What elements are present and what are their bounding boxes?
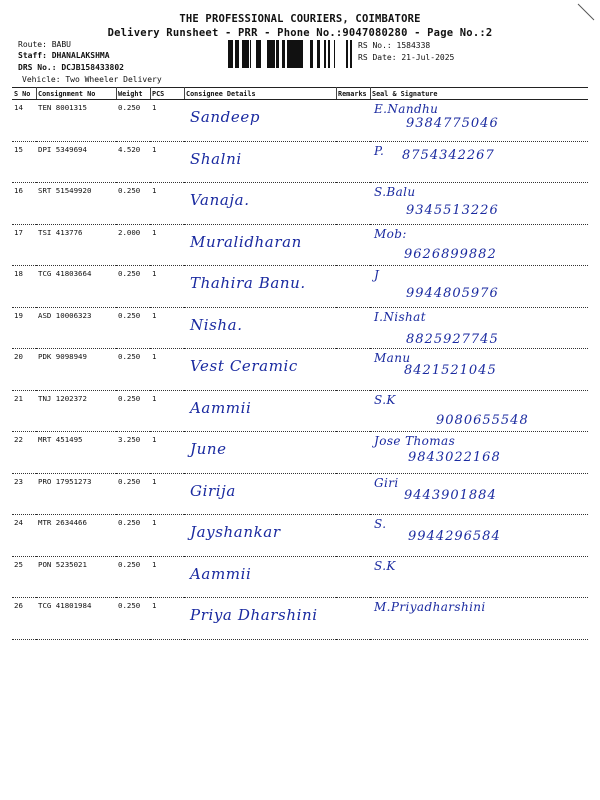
handwritten-consignee-name: Sandeep	[190, 108, 261, 126]
row-sno: 15	[12, 141, 36, 183]
handwritten-signature: I.Nishat	[374, 309, 426, 324]
handwritten-phone-number: 9080655548	[436, 412, 529, 428]
row-consignee-details	[184, 141, 336, 183]
handwritten-consignee-name: Thahira Banu.	[190, 274, 306, 292]
barcode-bar	[301, 40, 303, 68]
barcode-bar	[287, 40, 289, 68]
row-remarks	[336, 224, 370, 266]
handwritten-signature: P.	[374, 143, 385, 158]
row-consignment-no: TCG 41803664	[36, 266, 116, 308]
barcode-bar	[324, 40, 326, 68]
barcode-bar	[296, 40, 299, 68]
company-title: THE PROFESSIONAL COURIERS, COIMBATORE	[179, 13, 421, 25]
handwritten-signature: S.K	[374, 558, 396, 573]
row-consignment-no: MTR 2634466	[36, 515, 116, 557]
row-sno: 23	[12, 473, 36, 515]
handwritten-consignee-name: Nisha.	[190, 315, 243, 334]
handwritten-phone-number: 9384775046	[406, 116, 499, 131]
row-remarks	[336, 473, 370, 515]
row-pcs: 1	[150, 266, 184, 308]
handwritten-phone-number: 9843022168	[408, 450, 501, 465]
row-remarks	[336, 390, 370, 432]
header-signature: Seal & Signature	[370, 88, 588, 100]
table-row	[12, 598, 588, 640]
handwritten-signature: Jose Thomas	[374, 434, 456, 448]
column-divider	[336, 87, 337, 99]
rs-date: RS Date: 21-Jul-2025	[358, 53, 455, 62]
row-consignment-no: TNJ 1202372	[36, 390, 116, 432]
barcode-bar	[317, 40, 320, 68]
handwritten-signature: M.Priyadharshini	[374, 600, 486, 614]
row-sno: 26	[12, 598, 36, 640]
barcode-bar	[276, 40, 279, 68]
barcode-bar	[244, 40, 247, 68]
handwritten-phone-number: 9944805976	[406, 286, 499, 301]
barcode-bar	[334, 40, 335, 68]
row-weight: 0.250	[116, 515, 150, 557]
row-weight: 3.250	[116, 432, 150, 474]
row-remarks	[336, 100, 370, 142]
handwritten-consignee-name: June	[190, 440, 227, 458]
handwritten-phone-number: 9626899882	[404, 246, 497, 262]
row-weight: 0.250	[116, 183, 150, 225]
vehicle-label: Vehicle: Two Wheeler Delivery	[22, 75, 162, 84]
table-row	[12, 266, 588, 308]
table-row	[12, 349, 588, 391]
row-weight: 4.520	[116, 141, 150, 183]
handwritten-consignee-name: Jayshankar	[190, 523, 281, 541]
table-header-row	[12, 88, 588, 100]
row-pcs: 1	[150, 224, 184, 266]
row-remarks	[336, 432, 370, 474]
row-sno: 14	[12, 100, 36, 142]
table-row	[12, 183, 588, 225]
row-sno: 16	[12, 183, 36, 225]
row-consignee-details	[184, 349, 336, 391]
barcode-bar	[328, 40, 329, 68]
handwritten-consignee-name: Muralidharan	[190, 232, 302, 251]
row-remarks	[336, 515, 370, 557]
row-remarks	[336, 598, 370, 640]
handwritten-signature: Manu	[374, 351, 411, 365]
row-remarks	[336, 307, 370, 349]
row-sno: 22	[12, 432, 36, 474]
handwritten-phone-number: 9944296584	[408, 529, 501, 544]
barcode-bar	[238, 40, 239, 68]
table-row	[12, 307, 588, 349]
row-signature	[370, 141, 588, 183]
row-consignment-no: TSI 413776	[36, 224, 116, 266]
row-pcs: 1	[150, 432, 184, 474]
row-signature	[370, 473, 588, 515]
column-divider	[36, 87, 37, 99]
rs-number: RS No.: 1584338	[358, 41, 431, 50]
table-row	[12, 224, 588, 266]
row-pcs: 1	[150, 556, 184, 598]
column-divider	[184, 87, 185, 99]
row-remarks	[336, 141, 370, 183]
table-row	[12, 141, 588, 183]
handwritten-consignee-name: Girija	[190, 481, 236, 500]
row-consignee-details	[184, 224, 336, 266]
barcode-bar	[230, 40, 232, 68]
row-consignee-details	[184, 390, 336, 432]
row-signature	[370, 598, 588, 640]
row-signature	[370, 515, 588, 557]
barcode-bar	[295, 40, 296, 68]
route-label: Route: BABU	[18, 40, 71, 49]
row-signature	[370, 349, 588, 391]
table-row	[12, 100, 588, 142]
handwritten-signature: S.	[374, 517, 387, 531]
handwritten-phone-number: 8754342267	[402, 147, 495, 163]
row-consignment-no: ASD 10006323	[36, 307, 116, 349]
row-consignment-no: TCG 41801984	[36, 598, 116, 640]
row-weight: 0.250	[116, 473, 150, 515]
handwritten-phone-number: 8421521045	[404, 363, 497, 378]
barcode-bar	[299, 40, 301, 68]
row-weight: 0.250	[116, 266, 150, 308]
row-consignee-details	[184, 307, 336, 349]
row-consignee-details	[184, 556, 336, 598]
row-signature	[370, 307, 588, 349]
row-weight: 0.250	[116, 100, 150, 142]
table-row	[12, 556, 588, 598]
row-remarks	[336, 183, 370, 225]
barcode-bar	[346, 40, 348, 68]
row-pcs: 1	[150, 100, 184, 142]
row-consignee-details	[184, 515, 336, 557]
handwritten-consignee-name: Shalni	[190, 149, 242, 168]
row-signature	[370, 266, 588, 308]
row-consignee-details	[184, 100, 336, 142]
barcode-bar	[289, 40, 292, 68]
row-sno: 19	[12, 307, 36, 349]
row-signature	[370, 432, 588, 474]
handwritten-signature: J	[374, 268, 380, 282]
barcode-bar	[228, 40, 230, 68]
row-consignment-no: PDK 9098949	[36, 349, 116, 391]
handwritten-signature: E.Nandhu	[374, 102, 439, 116]
row-weight: 0.250	[116, 390, 150, 432]
row-consignee-details	[184, 432, 336, 474]
row-pcs: 1	[150, 473, 184, 515]
barcode-bar	[272, 40, 275, 68]
table-row	[12, 473, 588, 515]
handwritten-phone-number: 9345513226	[406, 203, 499, 218]
row-consignee-details	[184, 266, 336, 308]
barcode-bar	[235, 40, 238, 68]
row-consignment-no: MRT 451495	[36, 432, 116, 474]
row-weight: 0.250	[116, 598, 150, 640]
handwritten-consignee-name: Vanaja.	[190, 191, 250, 209]
row-consignment-no: SRT 51549920	[36, 183, 116, 225]
barcode-bar	[329, 40, 330, 68]
table-row	[12, 515, 588, 557]
row-remarks	[336, 266, 370, 308]
barcode-bar	[350, 40, 351, 68]
barcode-bar	[267, 40, 269, 68]
row-sno: 20	[12, 349, 36, 391]
barcode-bar	[258, 40, 259, 68]
row-consignment-no: PRO 17951273	[36, 473, 116, 515]
row-consignment-no: DPI 5349694	[36, 141, 116, 183]
row-sno: 24	[12, 515, 36, 557]
header-weight: Weight	[116, 88, 150, 100]
staff-label: Staff: DHANALAKSHMA	[18, 51, 110, 60]
row-weight: 0.250	[116, 307, 150, 349]
drs-number: DRS No.: DCJB158433802	[18, 63, 124, 72]
header-pcs: PCS	[150, 88, 184, 100]
row-pcs: 1	[150, 349, 184, 391]
row-consignee-details	[184, 183, 336, 225]
row-sno: 17	[12, 224, 36, 266]
barcode-bar	[247, 40, 249, 68]
barcode-bar	[242, 40, 244, 68]
row-pcs: 1	[150, 515, 184, 557]
header-consignee: Consignee Details	[184, 88, 336, 100]
handwritten-signature: Mob:	[374, 226, 407, 241]
row-weight: 2.000	[116, 224, 150, 266]
handwritten-consignee-name: Priya Dharshini	[190, 606, 318, 624]
column-divider	[116, 87, 117, 99]
column-divider	[150, 87, 151, 99]
barcode	[228, 40, 352, 68]
row-pcs: 1	[150, 598, 184, 640]
handwritten-signature: S.K	[374, 392, 396, 407]
column-divider	[370, 87, 371, 99]
table-row	[12, 432, 588, 474]
row-pcs: 1	[150, 390, 184, 432]
row-consignment-no: TEN 8001315	[36, 100, 116, 142]
runsheet-subtitle: Delivery Runsheet - PRR - Phone No.:9047080280 - Page No.:2	[107, 27, 493, 39]
barcode-bar	[282, 40, 285, 68]
handwritten-signature: Giri	[374, 475, 399, 490]
row-remarks	[336, 349, 370, 391]
row-weight: 0.250	[116, 556, 150, 598]
row-signature	[370, 183, 588, 225]
row-pcs: 1	[150, 307, 184, 349]
header-remarks: Remarks	[336, 88, 370, 100]
row-signature	[370, 390, 588, 432]
row-weight: 0.250	[116, 349, 150, 391]
row-sno: 25	[12, 556, 36, 598]
barcode-bar	[259, 40, 261, 68]
barcode-bar	[256, 40, 258, 68]
barcode-bar	[292, 40, 295, 68]
row-remarks	[336, 556, 370, 598]
header-sno: S No	[12, 88, 36, 100]
barcode-bar	[269, 40, 272, 68]
barcode-bar	[232, 40, 233, 68]
row-consignment-no: PON 5235021	[36, 556, 116, 598]
handwritten-consignee-name: Vest Ceramic	[190, 357, 298, 375]
handwritten-consignee-name: Aammii	[190, 398, 252, 417]
row-signature	[370, 556, 588, 598]
handwritten-phone-number: 9443901884	[404, 487, 497, 503]
table-row	[12, 390, 588, 432]
row-sno: 18	[12, 266, 36, 308]
barcode-bar	[351, 40, 352, 68]
header-consignment: Consignment No	[36, 88, 116, 100]
row-pcs: 1	[150, 141, 184, 183]
row-pcs: 1	[150, 183, 184, 225]
row-consignee-details	[184, 473, 336, 515]
row-consignee-details	[184, 598, 336, 640]
handwritten-consignee-name: Aammii	[190, 564, 252, 583]
row-signature	[370, 100, 588, 142]
handwritten-signature: S.Balu	[374, 185, 416, 199]
row-sno: 21	[12, 390, 36, 432]
runsheet-table	[12, 87, 588, 640]
barcode-bar	[310, 40, 313, 68]
barcode-bar	[250, 40, 251, 68]
handwritten-phone-number: 8825927745	[406, 331, 499, 347]
row-signature	[370, 224, 588, 266]
